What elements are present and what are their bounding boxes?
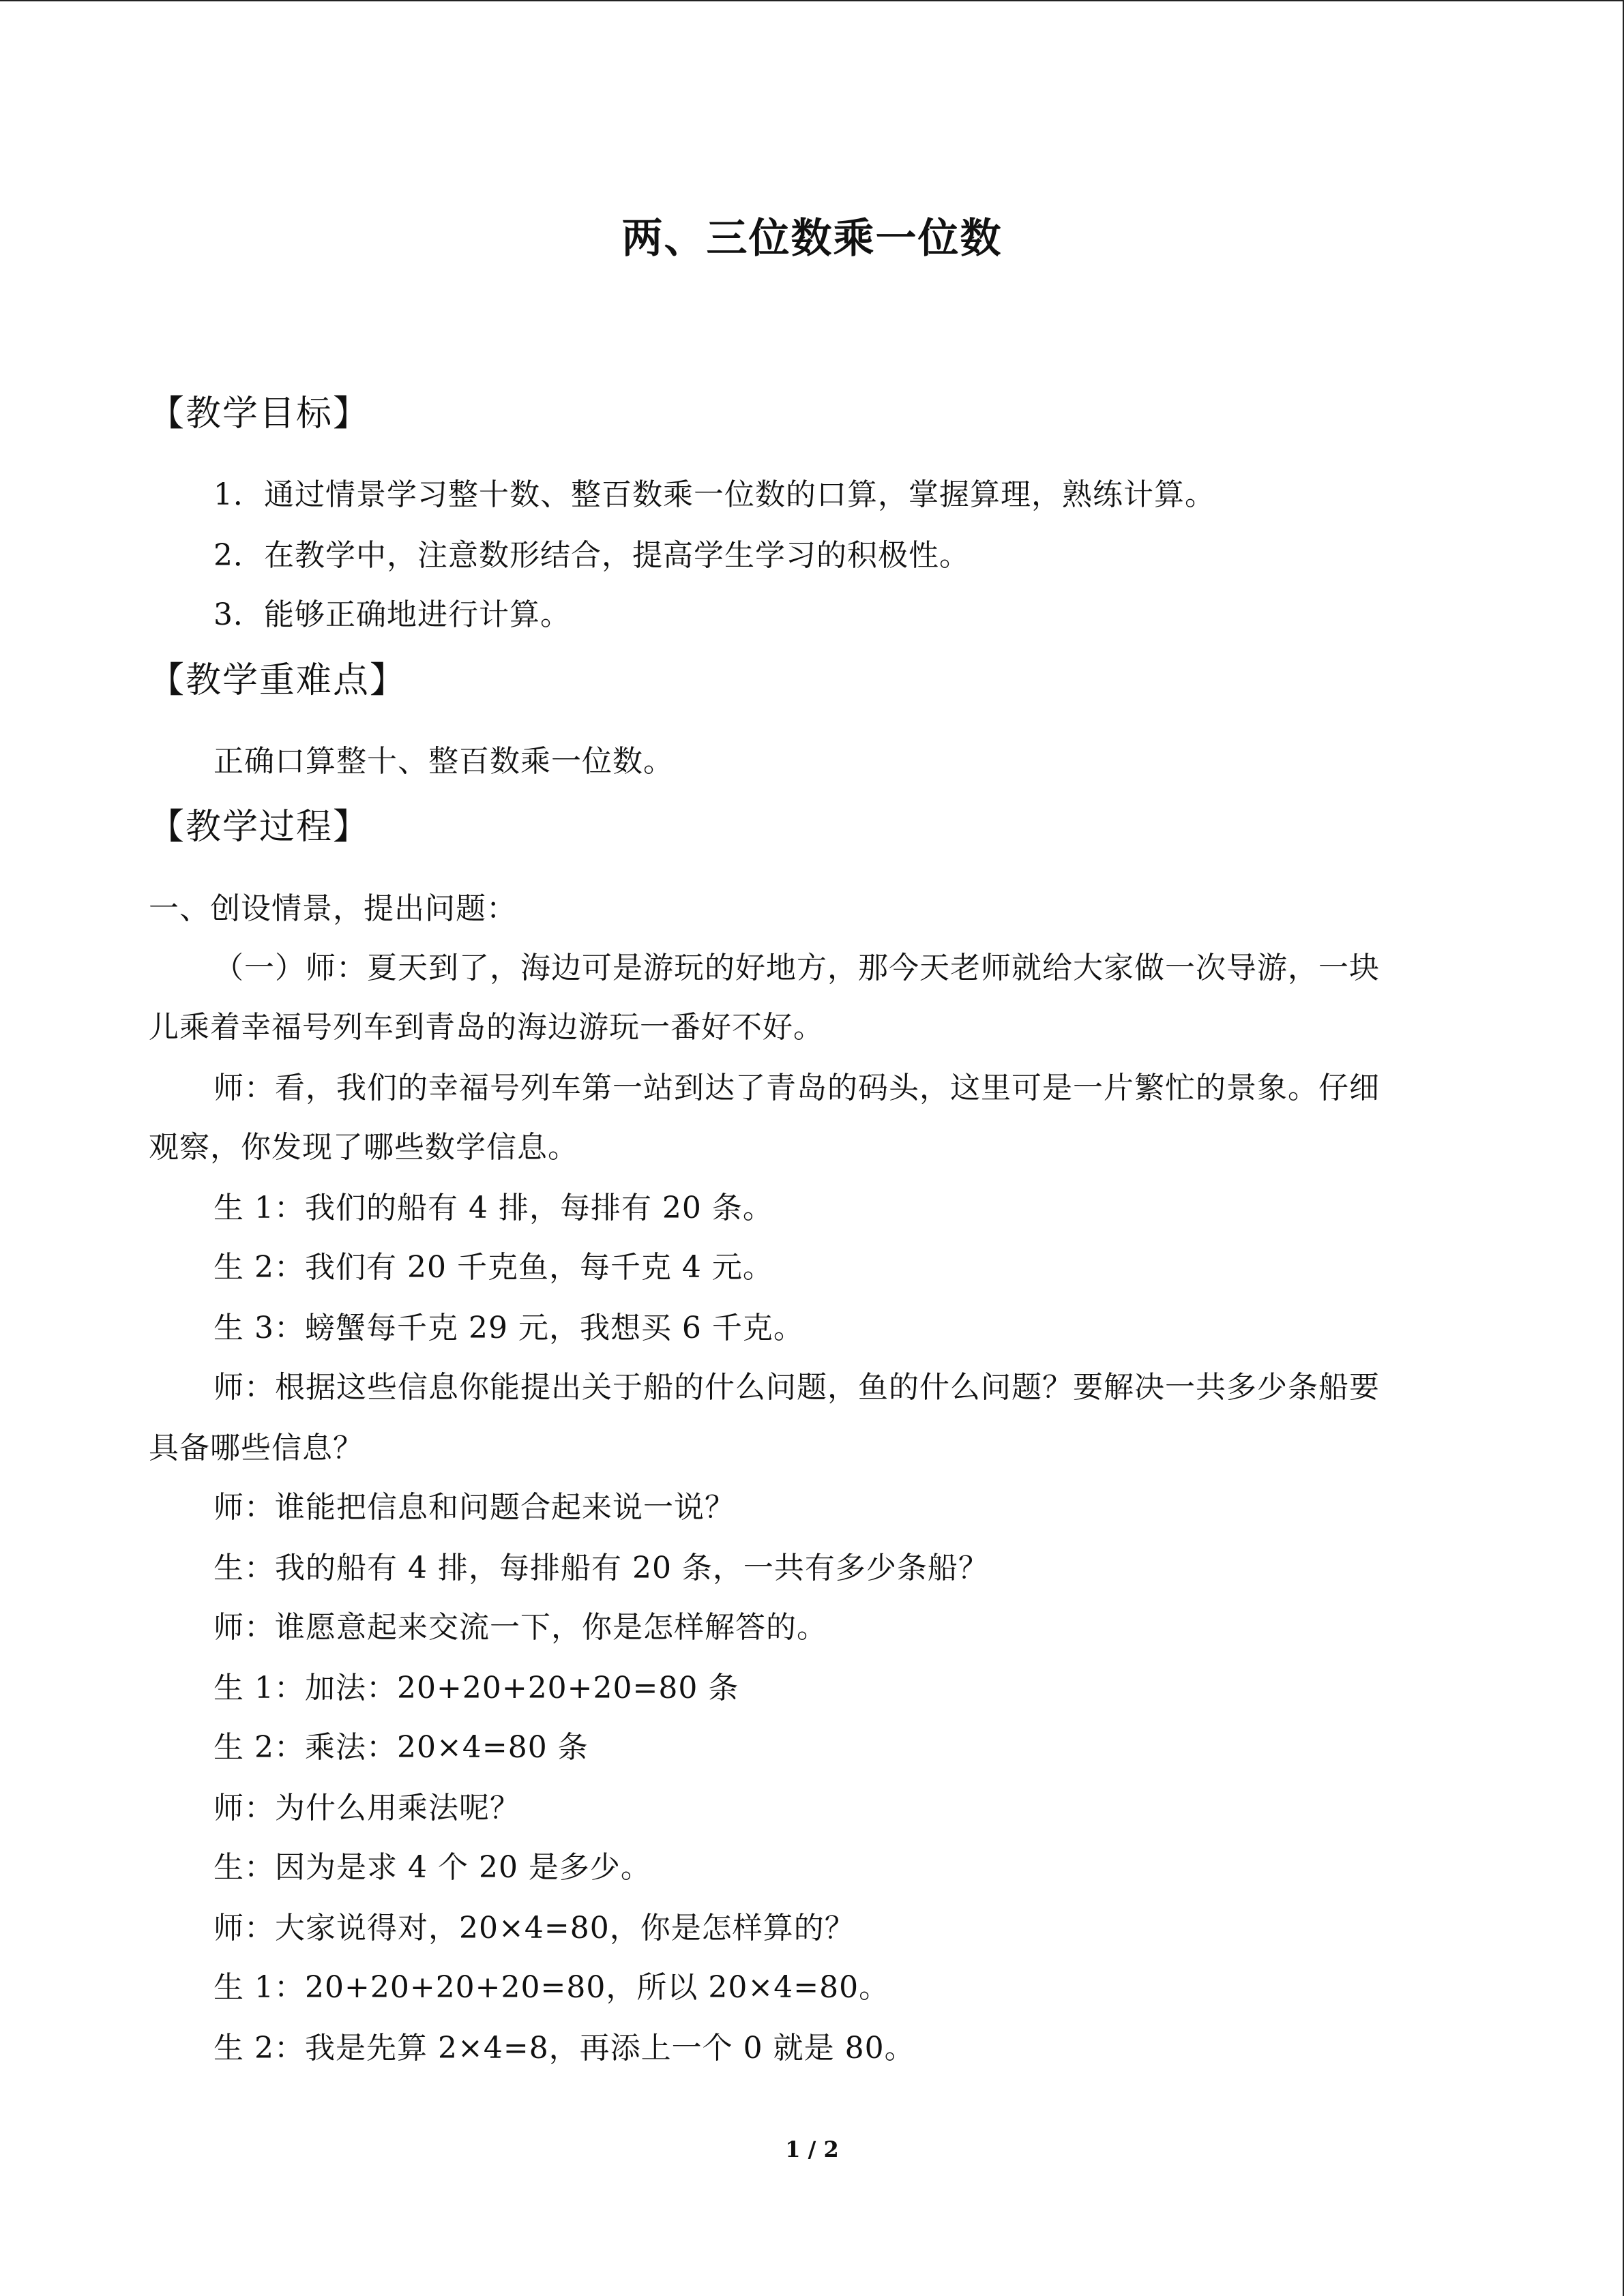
process-line: 生 2：我们有 20 千克鱼，每千克 4 元。: [213, 1250, 773, 1285]
page-title: 两、三位数乘一位数: [621, 215, 1003, 263]
process-line: 师：谁能把信息和问题合起来说一说？: [213, 1490, 735, 1525]
process-line: 具备哪些信息？: [149, 1431, 364, 1465]
process-line: 儿乘着幸福号列车到青岛的海边游玩一番好不好。: [149, 1010, 824, 1045]
process-line: 师：根据这些信息你能提出关于船的什么问题，鱼的什么问题？要解决一共多少条船要: [213, 1370, 1380, 1405]
section-heading-process: 【教学过程】: [149, 807, 370, 848]
objective-item-2: 2．在教学中，注意数形结合，提高学生学习的积极性。: [213, 538, 970, 573]
process-line: 生 1：加法：20+20+20+20=80 条: [213, 1671, 739, 1705]
process-line: 生 1：我们的船有 4 排，每排有 20 条。: [213, 1191, 773, 1225]
objective-item-3: 3．能够正确地进行计算。: [213, 597, 571, 632]
process-line: 生 2：乘法：20×4=80 条: [213, 1730, 589, 1765]
process-line: 生：因为是求 4 个 20 是多少。: [213, 1850, 651, 1885]
process-line: 生 2：我是先算 2×4=8，再添上一个 0 就是 80。: [213, 2031, 915, 2066]
key-point-item-1: 正确口算整十、整百数乘一位数。: [213, 744, 674, 779]
process-line: 生：我的船有 4 排，每排船有 20 条，一共有多少条船？: [213, 1551, 989, 1585]
objective-item-1: 1．通过情景学习整十数、整百数乘一位数的口算，掌握算理，熟练计算。: [213, 477, 1215, 512]
process-line: 生 3：螃蟹每千克 29 元，我想买 6 千克。: [213, 1311, 804, 1345]
process-line: 师：谁愿意起来交流一下，你是怎样解答的。: [213, 1610, 827, 1645]
process-line: （一）师：夏天到了，海边可是游玩的好地方，那今天老师就给大家做一次导游，一块: [213, 951, 1380, 985]
page-number: 1 / 2: [785, 2136, 839, 2162]
process-line: 师：大家说得对，20×4=80，你是怎样算的？: [213, 1911, 855, 1945]
section-heading-objectives: 【教学目标】: [149, 393, 370, 434]
process-line: 师：看，我们的幸福号列车第一站到达了青岛的码头，这里可是一片繁忙的景象。仔细: [213, 1071, 1380, 1105]
process-line: 师：为什么用乘法呢？: [213, 1791, 520, 1825]
process-line: 生 1：20+20+20+20=80，所以 20×4=80。: [213, 1970, 890, 2005]
page-border-top: [0, 0, 1624, 1]
process-step-title: 一、创设情景，提出问题：: [149, 891, 517, 926]
process-line: 观察，你发现了哪些数学信息。: [149, 1130, 578, 1165]
section-heading-key-points: 【教学重难点】: [149, 660, 407, 701]
